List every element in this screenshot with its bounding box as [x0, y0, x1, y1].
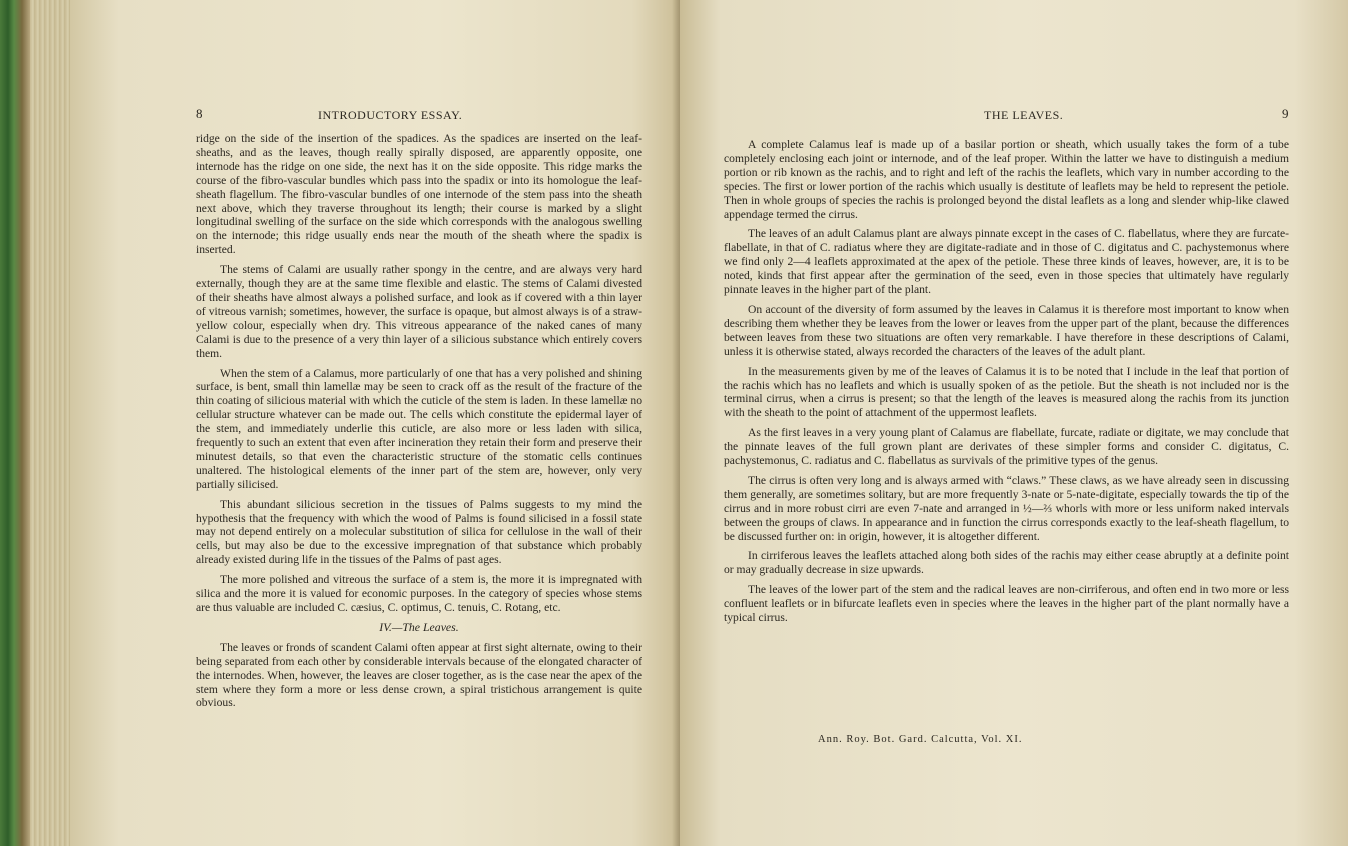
paragraph: The leaves of an adult Calamus plant are always pinnate except in the cases of C. flabellatus, where they are furcate-flabellate, in that of C. radiatus where they are digitate-radiate and in those of C. digitatus and C. pachystemonus where we find only 2—4 leaflets approximated at the apex of the petiole. These three kinds of leaves, however, are, it is to be noted, kinds that first appear after the germination of the seed, even in those species that ultimately have regularly pinnate leaves in the higher part of the plant. — [724, 227, 1289, 297]
paragraph: ridge on the side of the insertion of the spadices. As the spadices are inserted on the leaf-sheaths, and as the leaves, though really spirally disposed, are apparently opposite, one internode has the ridge on one side, the next has it on the side opposite. This ridge marks the course of the fibro-vascular bundles which pass into the spadix or into its homologue the leaf-sheath flagellum. The fibro-vascular bundles of one internode of the stem pass into the sheath next above, which they traverse throughout its length; their course is marked by a slight longitudinal swelling of the surface on the side which corresponds with the analogous swelling on the internode; this ridge usually ends near the mouth of the sheath where the spadix is inserted. — [196, 132, 642, 257]
page-edges — [30, 0, 70, 846]
page-number-right: 9 — [1282, 106, 1289, 121]
paragraph: On account of the diversity of form assumed by the leaves in Calamus it is therefore most important to know when describing them whether they be leaves from the lower or leaves from the upper part of the plant, because the differences between leaves from these two situations are often very remarkable. I have therefore in these descriptions of Calami, unless it is otherwise stated, always recorded the characters of the leaves of the adult plant. — [724, 302, 1289, 358]
page-footer: Ann. Roy. Bot. Gard. Calcutta, Vol. XI. — [818, 734, 1023, 745]
left-page-text — [196, 132, 642, 716]
book-binding — [0, 0, 30, 846]
running-head-right: THE LEAVES. — [984, 108, 1064, 122]
paragraph: The more polished and vitreous the surface of a stem is, the more it is impregnated with silica and the more it is valued for economic purposes. In the category of species whose stems are thus valuable are included C. cæsius, C. optimus, C. tenuis, C. Rotang, etc. — [196, 573, 642, 614]
paragraph: This abundant silicious secretion in the tissues of Palms suggests to my mind the hypothesis that the frequency with which the wood of Palms is found silicised in a fossil state may not depend entirely on a molecular substitution of silica for cellulose in the wall of their cells, but may also be due to the excessive impregnation of that substance which probably already existed during life in the tissues of the Palms of past ages. — [196, 497, 642, 567]
paragraph: In the measurements given by me of the leaves of Calamus it is to be noted that I include in the leaf that portion of the rachis which has no leaflets and which is usually spoken of as the petiole. But the sheath is not included nor is the terminal cirrus, when a cirrus is present; so that the length of the leaves is measured along the rachis from its junction with the sheath to the point of attachment of the uppermost leaflets. — [724, 364, 1289, 420]
running-head-left: INTRODUCTORY ESSAY. — [318, 108, 463, 122]
paragraph: The stems of Calami are usually rather spongy in the centre, and are always very hard externally, though they are at the same time flexible and elastic. The stems of Calami divested of their sheaths have almost always a polished surface, and look as if covered with a thin layer of vitreous varnish; sometimes, however, the surface is opaque, but almost always is of a straw-yellow colour, especially when dry. This vitreous appearance of the naked canes of many Calami is due to the presence of a very thin layer of a silicious substance which entirely covers them. — [196, 263, 642, 360]
right-page — [680, 0, 1348, 846]
section-heading: IV.—The Leaves. — [379, 619, 459, 634]
paragraph: A complete Calamus leaf is made up of a basilar portion or sheath, which usually takes the form of a tube completely enclosing each joint or internode, and of the leaf proper. Within the latter we have to distinguish a medium portion or rib known as the rachis, and to right and left of the rachis the leaflets, which vary in number according to the species. The first or lower portion of the rachis which usually is destitute of leaflets may be held to represent the petiole. Then in whole groups of species the rachis is prolonged beyond the distal leaflets as a long and slender whip-like clawed appendage termed the cirrus. — [724, 138, 1289, 221]
paragraph: When the stem of a Calamus, more particularly of one that has a very polished and shining surface, is bent, small thin lamellæ may be seen to crack off as the result of the fracture of the thin coating of silicious material with which the cuticle of the stem is laden. In these lamellæ no cellular structure whatever can be made out. The cells which constitute the epidermal layer of the stem, and immediately underlie this cuticle, are also more or less laden with silica, frequently to such an extent that even after incineration they retain their form and preserve their minutest details, so that even the characteristic structure of the stomatic cells continues unaltered. The histological elements of the inner part of the stem are, however, only very partially silicised. — [196, 366, 642, 491]
paragraph: The leaves of the lower part of the stem and the radical leaves are non-cirriferous, and often end in two more or less confluent leaflets or in bifurcate leaflets even in species where the leaves in the higher part of the plant normally have a typical cirrus. — [724, 583, 1289, 625]
paragraph: In cirriferous leaves the leaflets attached along both sides of the rachis may either cease abruptly at a definite point or may gradually decrease in size upwards. — [724, 549, 1289, 577]
paragraph: The cirrus is often very long and is always armed with “claws.” These claws, as we have already seen in discussing them generally, are sometimes solitary, but are more frequently 3-nate or 5-nate-digitate, especially towards the tip of the cirrus and in more robust cirri are even 7-nate and arranged in ½—⅔ whorls with more or less uniform naked intervals between the groups of claws. In appearance and in function the cirrus corresponds exactly to the leaf-sheath flagellum, to be discussed further on: in origin, however, it is altogether different. — [724, 473, 1289, 543]
right-page-text — [724, 138, 1289, 631]
paragraph: The leaves or fronds of scandent Calami often appear at first sight alternate, owing to their being separated from each other by considerable intervals because of the elongated character of the internodes. When, however, the leaves are closer together, as is the case near the apex of the stem where they form a more or less dense crown, a spiral tristichous arrangement is quite obvious. — [196, 640, 642, 710]
page-number-left: 8 — [196, 106, 203, 121]
left-page — [70, 0, 680, 846]
paragraph: As the first leaves in a very young plant of Calamus are flabellate, furcate, radiate or digitate, we may conclude that the pinnate leaves of the full grown plant are derivates of these simpler forms and consider C. digitatus, C. pachystemonus, C. radiatus and C. flabellatus as survivals of the primitive types of the genus. — [724, 426, 1289, 468]
